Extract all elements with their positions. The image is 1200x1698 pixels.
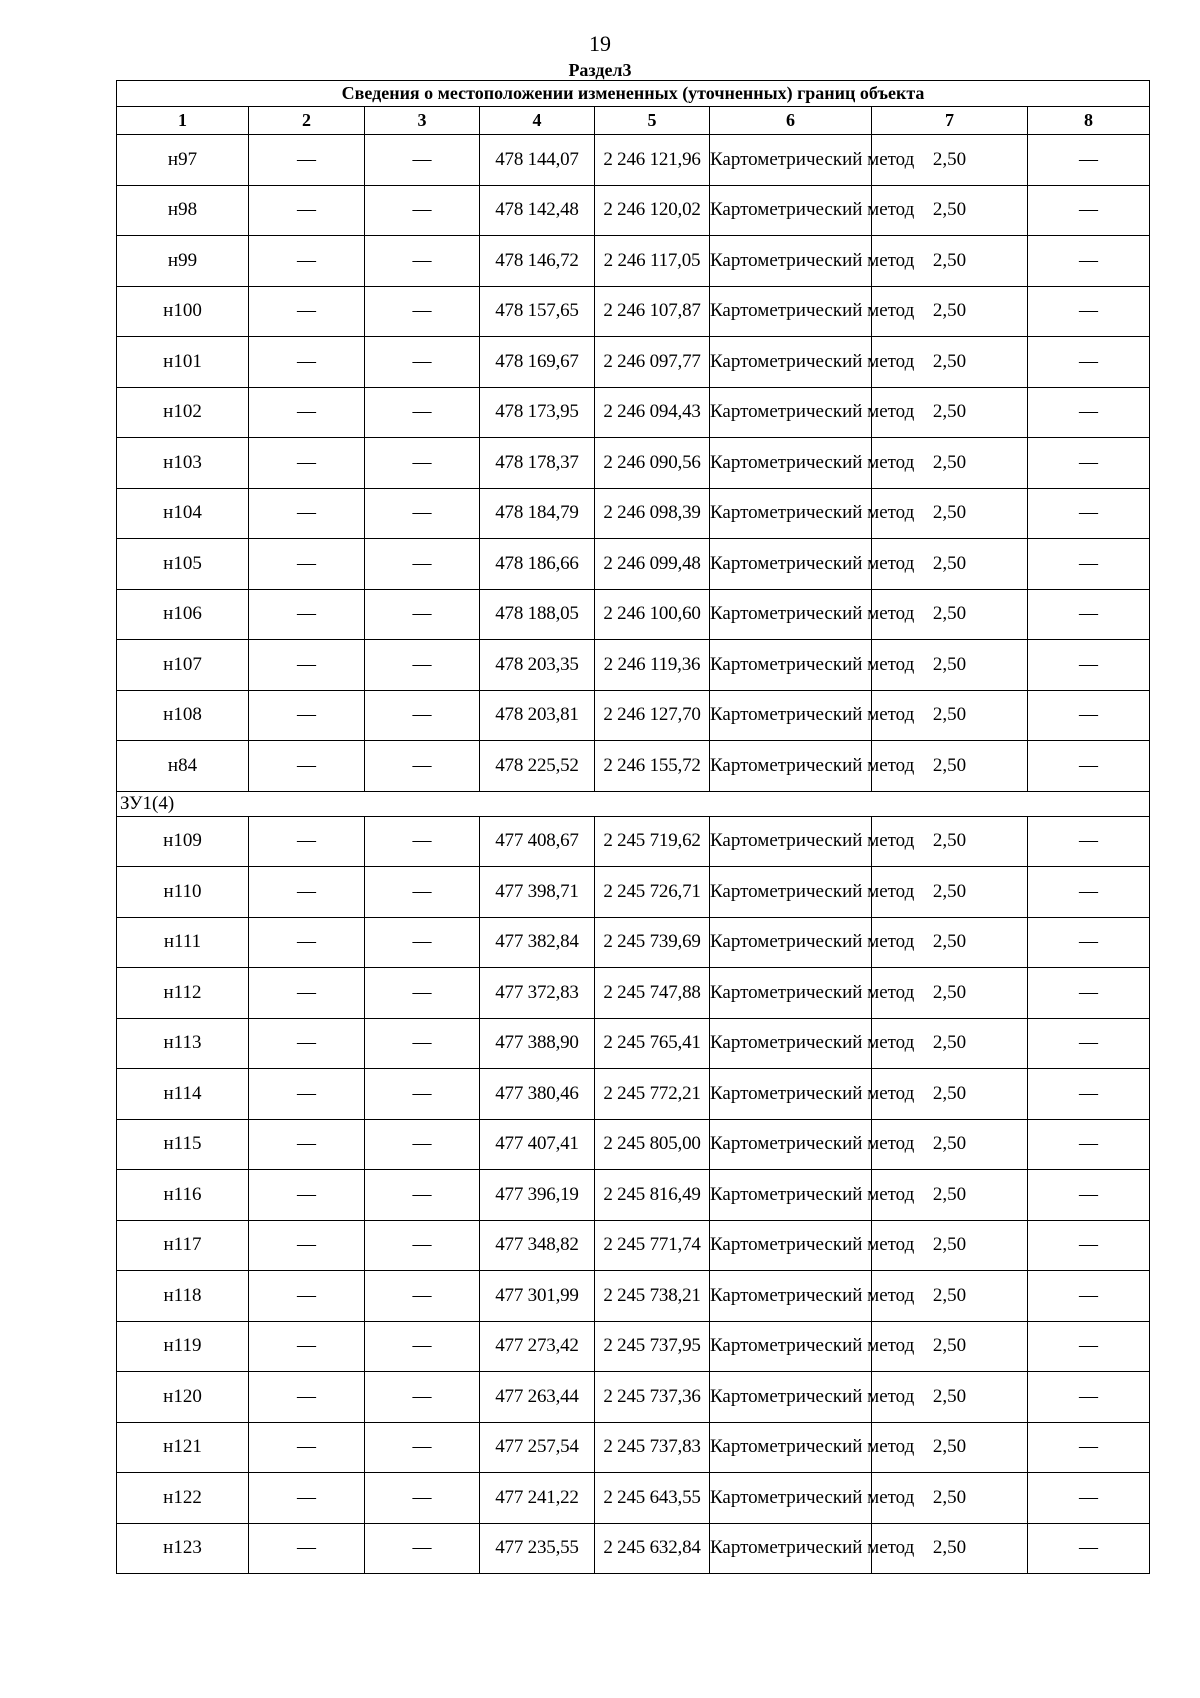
point-id-cell: н97 <box>117 135 249 186</box>
x-coordinate-cell: 478 157,65 <box>480 286 595 337</box>
method-cell: Картометрический метод <box>710 337 872 388</box>
method-cell: Картометрический метод <box>710 1119 872 1170</box>
accuracy-cell: 2,50 <box>872 1372 1028 1423</box>
table-row <box>117 488 1150 539</box>
point-id-cell: н121 <box>117 1422 249 1473</box>
method-cell: Картометрический метод <box>710 1422 872 1473</box>
method-cell: Картометрический метод <box>710 1069 872 1120</box>
empty-dash-cell: — <box>365 539 480 590</box>
accuracy-cell: 2,50 <box>872 816 1028 867</box>
y-coordinate-cell: 2 245 805,00 <box>595 1119 710 1170</box>
column-number-row <box>117 107 1150 135</box>
accuracy-cell: 2,50 <box>872 135 1028 186</box>
accuracy-cell: 2,50 <box>872 185 1028 236</box>
empty-dash-cell: — <box>1028 1321 1150 1372</box>
empty-dash-cell: — <box>249 589 365 640</box>
y-coordinate-cell: 2 246 107,87 <box>595 286 710 337</box>
empty-dash-cell: — <box>365 1422 480 1473</box>
empty-dash-cell: — <box>1028 1018 1150 1069</box>
empty-dash-cell: — <box>365 236 480 287</box>
x-coordinate-cell: 478 169,67 <box>480 337 595 388</box>
x-coordinate-cell: 477 301,99 <box>480 1271 595 1322</box>
point-id-cell: н105 <box>117 539 249 590</box>
accuracy-cell: 2,50 <box>872 337 1028 388</box>
point-id-cell: н118 <box>117 1271 249 1322</box>
x-coordinate-cell: 477 407,41 <box>480 1119 595 1170</box>
y-coordinate-cell: 2 245 771,74 <box>595 1220 710 1271</box>
empty-dash-cell: — <box>365 438 480 489</box>
table-row <box>117 1422 1150 1473</box>
y-coordinate-cell: 2 246 155,72 <box>595 741 710 792</box>
point-id-cell: н120 <box>117 1372 249 1423</box>
column-number: 3 <box>365 107 480 135</box>
y-coordinate-cell: 2 245 816,49 <box>595 1170 710 1221</box>
y-coordinate-cell: 2 245 632,84 <box>595 1523 710 1574</box>
method-cell: Картометрический метод <box>710 1170 872 1221</box>
empty-dash-cell: — <box>249 1321 365 1372</box>
point-id-cell: н102 <box>117 387 249 438</box>
accuracy-cell: 2,50 <box>872 1018 1028 1069</box>
x-coordinate-cell: 477 263,44 <box>480 1372 595 1423</box>
y-coordinate-cell: 2 246 098,39 <box>595 488 710 539</box>
method-cell: Картометрический метод <box>710 917 872 968</box>
empty-dash-cell: — <box>365 741 480 792</box>
y-coordinate-cell: 2 246 119,36 <box>595 640 710 691</box>
x-coordinate-cell: 478 144,07 <box>480 135 595 186</box>
empty-dash-cell: — <box>249 286 365 337</box>
table-row <box>117 185 1150 236</box>
x-coordinate-cell: 477 372,83 <box>480 968 595 1019</box>
method-cell: Картометрический метод <box>710 816 872 867</box>
empty-dash-cell: — <box>1028 1220 1150 1271</box>
empty-dash-cell: — <box>249 917 365 968</box>
empty-dash-cell: — <box>365 286 480 337</box>
point-id-cell: н110 <box>117 867 249 918</box>
method-cell: Картометрический метод <box>710 968 872 1019</box>
empty-dash-cell: — <box>365 1018 480 1069</box>
accuracy-cell: 2,50 <box>872 1321 1028 1372</box>
x-coordinate-cell: 477 408,67 <box>480 816 595 867</box>
empty-dash-cell: — <box>365 917 480 968</box>
empty-dash-cell: — <box>365 867 480 918</box>
table-row <box>117 1018 1150 1069</box>
x-coordinate-cell: 478 178,37 <box>480 438 595 489</box>
empty-dash-cell: — <box>249 741 365 792</box>
accuracy-cell: 2,50 <box>872 1069 1028 1120</box>
empty-dash-cell: — <box>1028 917 1150 968</box>
x-coordinate-cell: 477 257,54 <box>480 1422 595 1473</box>
y-coordinate-cell: 2 245 765,41 <box>595 1018 710 1069</box>
column-number: 8 <box>1028 107 1150 135</box>
accuracy-cell: 2,50 <box>872 690 1028 741</box>
y-coordinate-cell: 2 246 121,96 <box>595 135 710 186</box>
accuracy-cell: 2,50 <box>872 1271 1028 1322</box>
empty-dash-cell: — <box>1028 589 1150 640</box>
method-cell: Картометрический метод <box>710 1523 872 1574</box>
empty-dash-cell: — <box>249 867 365 918</box>
empty-dash-cell: — <box>249 337 365 388</box>
y-coordinate-cell: 2 245 737,95 <box>595 1321 710 1372</box>
x-coordinate-cell: 477 382,84 <box>480 917 595 968</box>
empty-dash-cell: — <box>249 135 365 186</box>
y-coordinate-cell: 2 245 719,62 <box>595 816 710 867</box>
x-coordinate-cell: 478 203,81 <box>480 690 595 741</box>
empty-dash-cell: — <box>249 387 365 438</box>
accuracy-cell: 2,50 <box>872 741 1028 792</box>
empty-dash-cell: — <box>1028 236 1150 287</box>
empty-dash-cell: — <box>1028 539 1150 590</box>
accuracy-cell: 2,50 <box>872 438 1028 489</box>
table-row <box>117 337 1150 388</box>
empty-dash-cell: — <box>249 539 365 590</box>
empty-dash-cell: — <box>249 1473 365 1524</box>
point-id-cell: н106 <box>117 589 249 640</box>
table-row <box>117 1523 1150 1574</box>
empty-dash-cell: — <box>249 1170 365 1221</box>
empty-dash-cell: — <box>365 816 480 867</box>
empty-dash-cell: — <box>365 135 480 186</box>
point-id-cell: н117 <box>117 1220 249 1271</box>
empty-dash-cell: — <box>365 1119 480 1170</box>
empty-dash-cell: — <box>365 1271 480 1322</box>
accuracy-cell: 2,50 <box>872 589 1028 640</box>
empty-dash-cell: — <box>365 337 480 388</box>
empty-dash-cell: — <box>1028 387 1150 438</box>
y-coordinate-cell: 2 246 094,43 <box>595 387 710 438</box>
table-row <box>117 1220 1150 1271</box>
table-body <box>117 135 1150 1574</box>
method-cell: Картометрический метод <box>710 1220 872 1271</box>
x-coordinate-cell: 477 380,46 <box>480 1069 595 1120</box>
method-cell: Картометрический метод <box>710 1372 872 1423</box>
x-coordinate-cell: 477 398,71 <box>480 867 595 918</box>
table-row <box>117 690 1150 741</box>
empty-dash-cell: — <box>365 1220 480 1271</box>
empty-dash-cell: — <box>1028 1523 1150 1574</box>
empty-dash-cell: — <box>1028 286 1150 337</box>
y-coordinate-cell: 2 245 747,88 <box>595 968 710 1019</box>
table-row <box>117 1271 1150 1322</box>
x-coordinate-cell: 478 225,52 <box>480 741 595 792</box>
empty-dash-cell: — <box>249 1018 365 1069</box>
empty-dash-cell: — <box>249 816 365 867</box>
empty-dash-cell: — <box>249 1422 365 1473</box>
y-coordinate-cell: 2 246 100,60 <box>595 589 710 640</box>
x-coordinate-cell: 478 184,79 <box>480 488 595 539</box>
empty-dash-cell: — <box>249 1523 365 1574</box>
empty-dash-cell: — <box>1028 185 1150 236</box>
empty-dash-cell: — <box>249 1220 365 1271</box>
method-cell: Картометрический метод <box>710 1321 872 1372</box>
empty-dash-cell: — <box>249 968 365 1019</box>
accuracy-cell: 2,50 <box>872 968 1028 1019</box>
method-cell: Картометрический метод <box>710 1473 872 1524</box>
section-title: Раздел3 <box>568 60 632 80</box>
empty-dash-cell: — <box>365 1321 480 1372</box>
empty-dash-cell: — <box>1028 640 1150 691</box>
accuracy-cell: 2,50 <box>872 867 1028 918</box>
x-coordinate-cell: 477 388,90 <box>480 1018 595 1069</box>
page-number: 19 <box>589 31 611 56</box>
x-coordinate-cell: 477 273,42 <box>480 1321 595 1372</box>
point-id-cell: н103 <box>117 438 249 489</box>
table-row <box>117 640 1150 691</box>
empty-dash-cell: — <box>1028 690 1150 741</box>
point-id-cell: н114 <box>117 1069 249 1120</box>
method-cell: Картометрический метод <box>710 286 872 337</box>
table-row <box>117 917 1150 968</box>
empty-dash-cell: — <box>1028 816 1150 867</box>
empty-dash-cell: — <box>365 1170 480 1221</box>
empty-dash-cell: — <box>365 968 480 1019</box>
point-id-cell: н112 <box>117 968 249 1019</box>
table-row <box>117 816 1150 867</box>
x-coordinate-cell: 478 186,66 <box>480 539 595 590</box>
empty-dash-cell: — <box>249 185 365 236</box>
table-row <box>117 589 1150 640</box>
column-number: 7 <box>872 107 1028 135</box>
group-label: ЗУ1(4) <box>117 791 1150 816</box>
empty-dash-cell: — <box>365 1523 480 1574</box>
empty-dash-cell: — <box>1028 438 1150 489</box>
empty-dash-cell: — <box>249 640 365 691</box>
point-id-cell: н99 <box>117 236 249 287</box>
x-coordinate-cell: 478 142,48 <box>480 185 595 236</box>
empty-dash-cell: — <box>1028 1069 1150 1120</box>
empty-dash-cell: — <box>1028 867 1150 918</box>
method-cell: Картометрический метод <box>710 539 872 590</box>
table-row <box>117 286 1150 337</box>
table-row <box>117 387 1150 438</box>
y-coordinate-cell: 2 245 737,83 <box>595 1422 710 1473</box>
table-caption: Сведения о местоположении измененных (уточненных) границ объекта <box>117 81 1150 107</box>
point-id-cell: н84 <box>117 741 249 792</box>
x-coordinate-cell: 478 173,95 <box>480 387 595 438</box>
method-cell: Картометрический метод <box>710 690 872 741</box>
empty-dash-cell: — <box>365 589 480 640</box>
table-row <box>117 236 1150 287</box>
accuracy-cell: 2,50 <box>872 488 1028 539</box>
point-id-cell: н122 <box>117 1473 249 1524</box>
point-id-cell: н107 <box>117 640 249 691</box>
empty-dash-cell: — <box>365 488 480 539</box>
method-cell: Картометрический метод <box>710 1018 872 1069</box>
column-number: 2 <box>249 107 365 135</box>
point-id-cell: н109 <box>117 816 249 867</box>
point-id-cell: н119 <box>117 1321 249 1372</box>
empty-dash-cell: — <box>365 185 480 236</box>
boundary-coordinates-table <box>116 80 1150 1574</box>
empty-dash-cell: — <box>1028 1170 1150 1221</box>
accuracy-cell: 2,50 <box>872 1473 1028 1524</box>
empty-dash-cell: — <box>1028 741 1150 792</box>
method-cell: Картометрический метод <box>710 589 872 640</box>
table-row <box>117 539 1150 590</box>
empty-dash-cell: — <box>1028 968 1150 1019</box>
y-coordinate-cell: 2 246 097,77 <box>595 337 710 388</box>
table-caption-row <box>117 81 1150 107</box>
y-coordinate-cell: 2 246 099,48 <box>595 539 710 590</box>
accuracy-cell: 2,50 <box>872 1119 1028 1170</box>
empty-dash-cell: — <box>1028 135 1150 186</box>
column-number: 6 <box>710 107 872 135</box>
empty-dash-cell: — <box>1028 1422 1150 1473</box>
empty-dash-cell: — <box>249 1271 365 1322</box>
method-cell: Картометрический метод <box>710 640 872 691</box>
x-coordinate-cell: 477 241,22 <box>480 1473 595 1524</box>
y-coordinate-cell: 2 246 120,02 <box>595 185 710 236</box>
accuracy-cell: 2,50 <box>872 387 1028 438</box>
empty-dash-cell: — <box>365 1473 480 1524</box>
method-cell: Картометрический метод <box>710 438 872 489</box>
column-number: 5 <box>595 107 710 135</box>
point-id-cell: н100 <box>117 286 249 337</box>
y-coordinate-cell: 2 245 643,55 <box>595 1473 710 1524</box>
empty-dash-cell: — <box>1028 1119 1150 1170</box>
empty-dash-cell: — <box>1028 1271 1150 1322</box>
method-cell: Картометрический метод <box>710 488 872 539</box>
table-row <box>117 1170 1150 1221</box>
empty-dash-cell: — <box>365 690 480 741</box>
accuracy-cell: 2,50 <box>872 917 1028 968</box>
empty-dash-cell: — <box>249 690 365 741</box>
y-coordinate-cell: 2 246 090,56 <box>595 438 710 489</box>
method-cell: Картометрический метод <box>710 185 872 236</box>
point-id-cell: н111 <box>117 917 249 968</box>
accuracy-cell: 2,50 <box>872 236 1028 287</box>
column-number: 1 <box>117 107 249 135</box>
point-id-cell: н104 <box>117 488 249 539</box>
accuracy-cell: 2,50 <box>872 1422 1028 1473</box>
y-coordinate-cell: 2 245 772,21 <box>595 1069 710 1120</box>
y-coordinate-cell: 2 245 738,21 <box>595 1271 710 1322</box>
accuracy-cell: 2,50 <box>872 1523 1028 1574</box>
empty-dash-cell: — <box>249 488 365 539</box>
column-number: 4 <box>480 107 595 135</box>
point-id-cell: н101 <box>117 337 249 388</box>
empty-dash-cell: — <box>249 438 365 489</box>
x-coordinate-cell: 477 235,55 <box>480 1523 595 1574</box>
y-coordinate-cell: 2 246 117,05 <box>595 236 710 287</box>
method-cell: Картометрический метод <box>710 236 872 287</box>
empty-dash-cell: — <box>1028 337 1150 388</box>
table-row <box>117 1372 1150 1423</box>
table-row <box>117 968 1150 1019</box>
empty-dash-cell: — <box>365 1372 480 1423</box>
point-id-cell: н98 <box>117 185 249 236</box>
accuracy-cell: 2,50 <box>872 1220 1028 1271</box>
accuracy-cell: 2,50 <box>872 286 1028 337</box>
group-label-row <box>117 791 1150 816</box>
point-id-cell: н123 <box>117 1523 249 1574</box>
y-coordinate-cell: 2 245 737,36 <box>595 1372 710 1423</box>
table-row <box>117 1473 1150 1524</box>
empty-dash-cell: — <box>365 387 480 438</box>
y-coordinate-cell: 2 245 739,69 <box>595 917 710 968</box>
point-id-cell: н113 <box>117 1018 249 1069</box>
empty-dash-cell: — <box>365 1069 480 1120</box>
x-coordinate-cell: 477 348,82 <box>480 1220 595 1271</box>
table-row <box>117 741 1150 792</box>
method-cell: Картометрический метод <box>710 135 872 186</box>
empty-dash-cell: — <box>249 236 365 287</box>
empty-dash-cell: — <box>1028 1372 1150 1423</box>
table-row <box>117 1321 1150 1372</box>
point-id-cell: н116 <box>117 1170 249 1221</box>
x-coordinate-cell: 478 146,72 <box>480 236 595 287</box>
x-coordinate-cell: 477 396,19 <box>480 1170 595 1221</box>
table-row <box>117 438 1150 489</box>
table-row <box>117 135 1150 186</box>
table-row <box>117 1119 1150 1170</box>
empty-dash-cell: — <box>1028 488 1150 539</box>
x-coordinate-cell: 478 203,35 <box>480 640 595 691</box>
empty-dash-cell: — <box>249 1372 365 1423</box>
method-cell: Картометрический метод <box>710 867 872 918</box>
x-coordinate-cell: 478 188,05 <box>480 589 595 640</box>
method-cell: Картометрический метод <box>710 387 872 438</box>
empty-dash-cell: — <box>1028 1473 1150 1524</box>
point-id-cell: н108 <box>117 690 249 741</box>
y-coordinate-cell: 2 245 726,71 <box>595 867 710 918</box>
empty-dash-cell: — <box>249 1069 365 1120</box>
table-row <box>117 1069 1150 1120</box>
method-cell: Картометрический метод <box>710 741 872 792</box>
empty-dash-cell: — <box>249 1119 365 1170</box>
point-id-cell: н115 <box>117 1119 249 1170</box>
method-cell: Картометрический метод <box>710 1271 872 1322</box>
accuracy-cell: 2,50 <box>872 539 1028 590</box>
accuracy-cell: 2,50 <box>872 1170 1028 1221</box>
table-row <box>117 867 1150 918</box>
y-coordinate-cell: 2 246 127,70 <box>595 690 710 741</box>
accuracy-cell: 2,50 <box>872 640 1028 691</box>
empty-dash-cell: — <box>365 640 480 691</box>
